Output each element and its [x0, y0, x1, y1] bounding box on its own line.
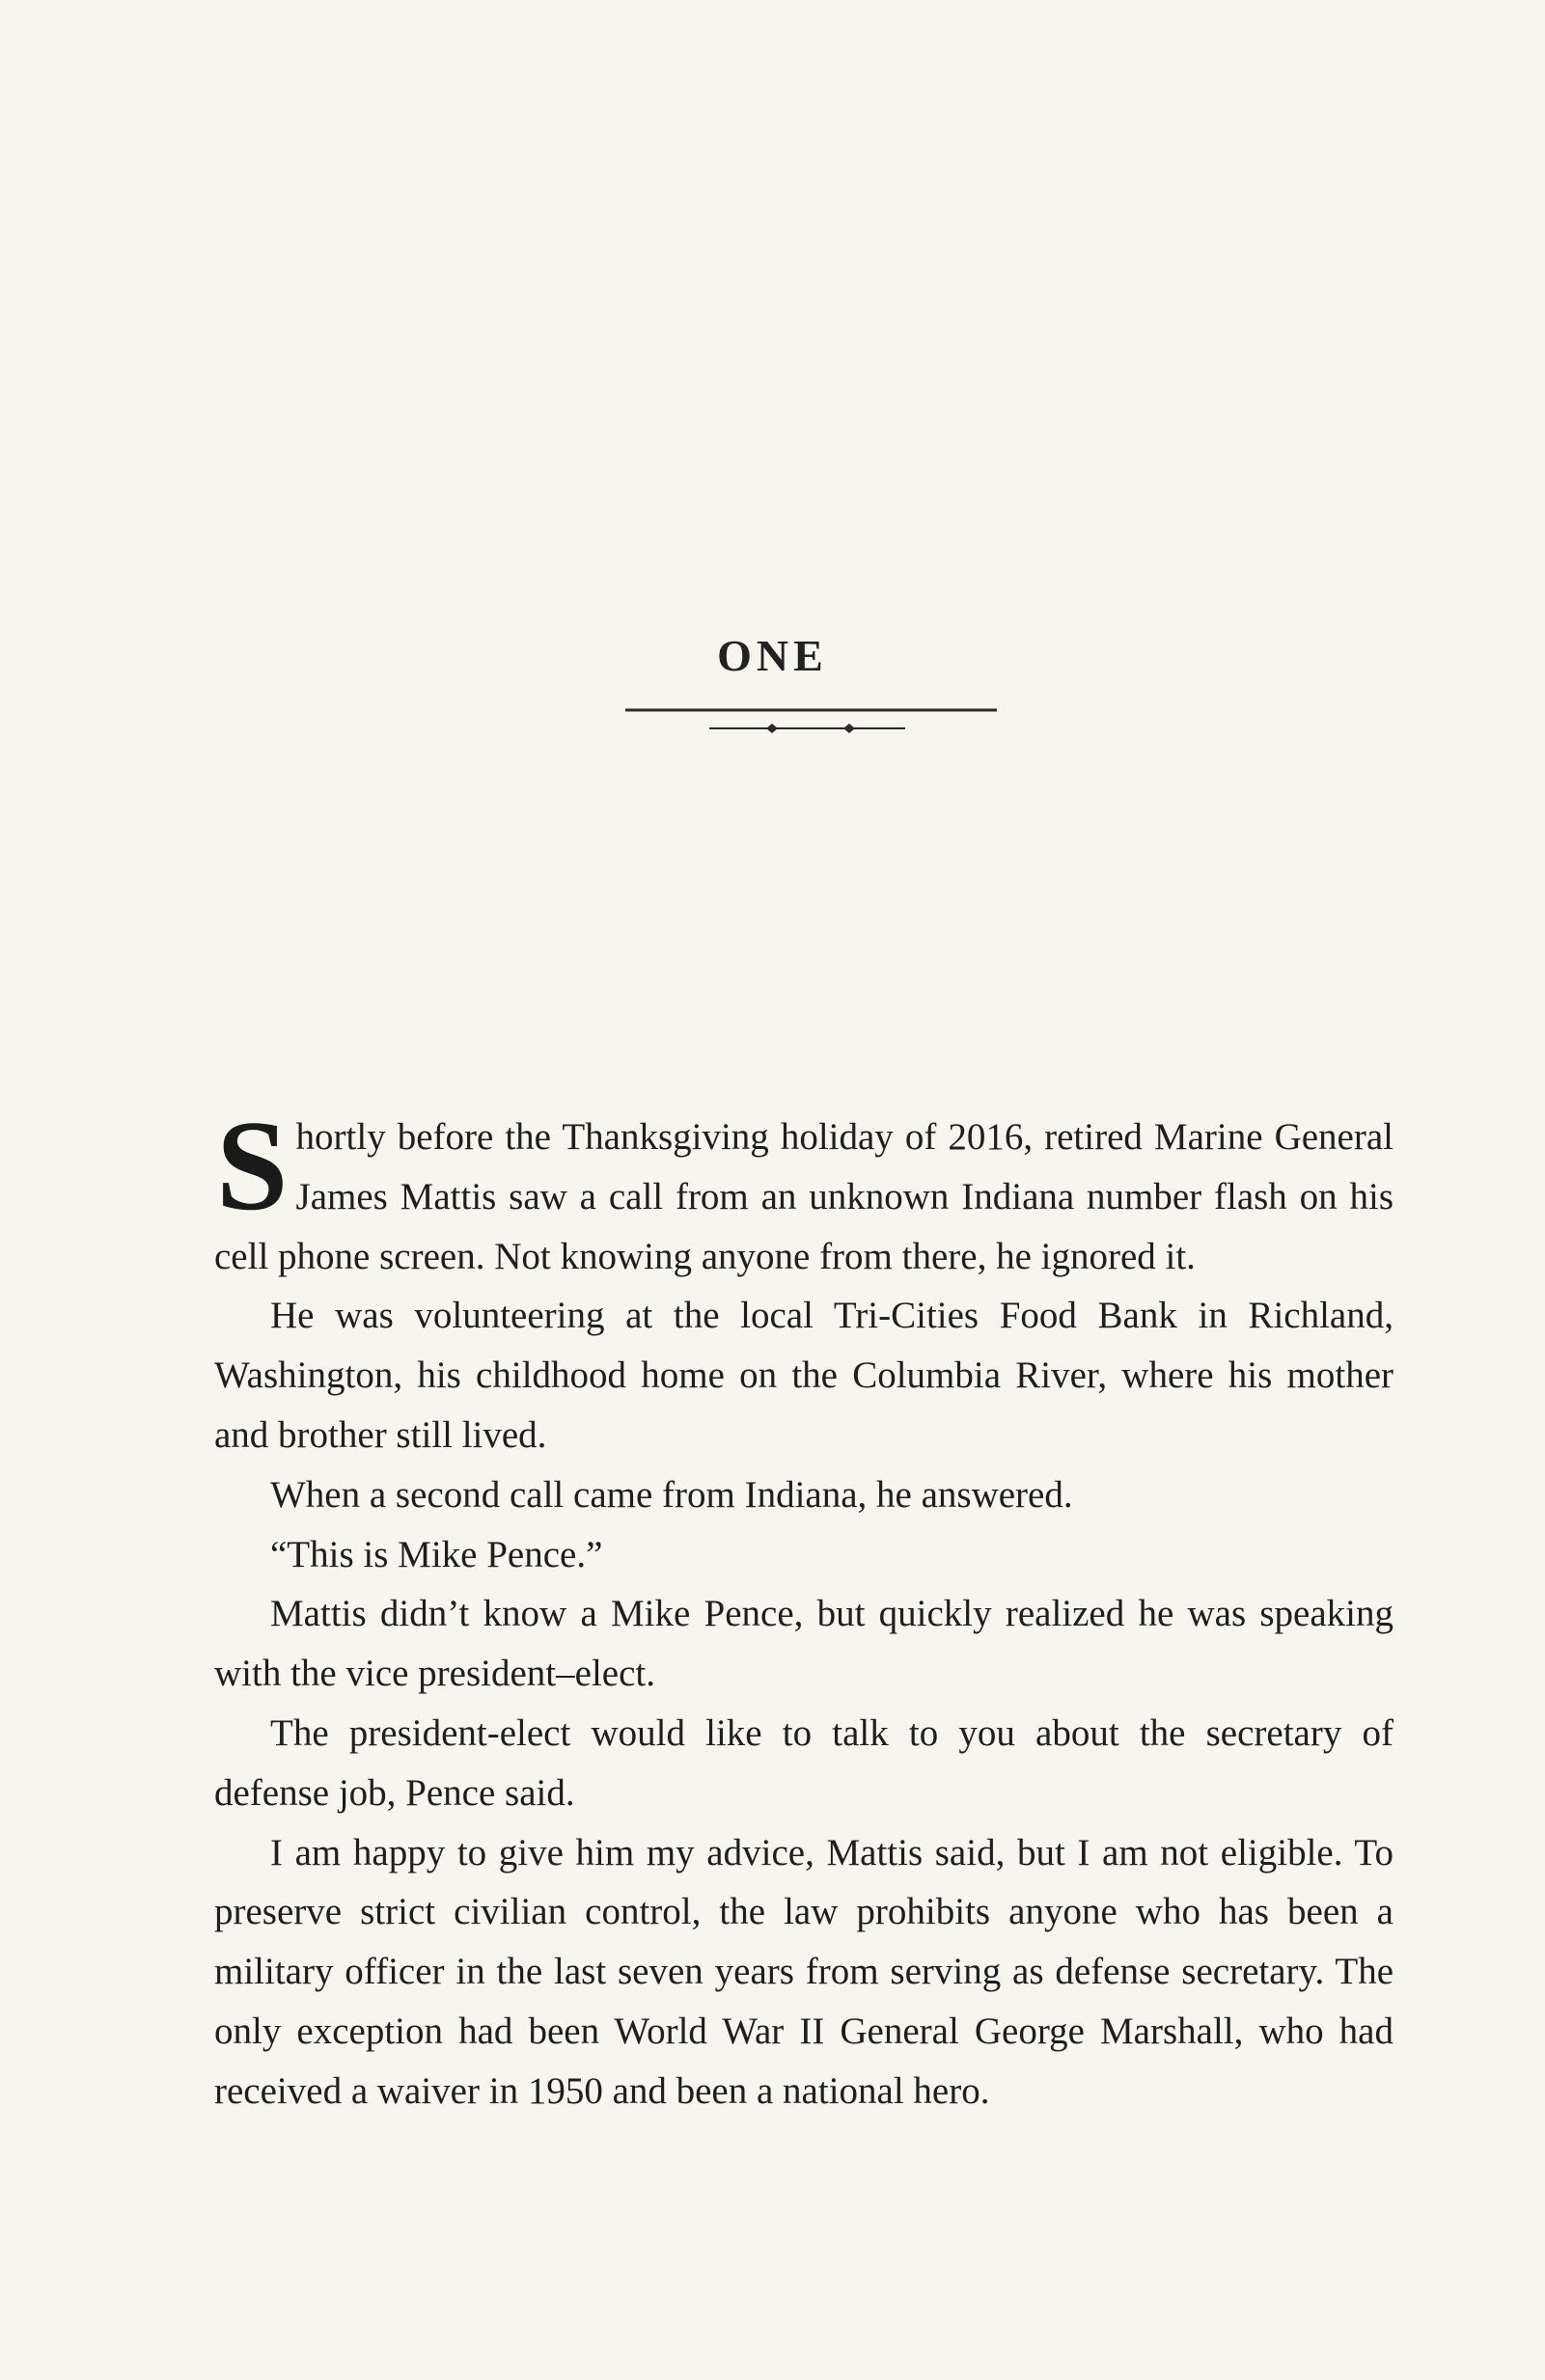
paragraph-7: I am happy to give him my advice, Mattis said, but I am not eligible. To preserve strict civilian control, the law prohibits anyone who has been a military officer in the last seven years from serving as defense secretary. The only exception had been World War II General George Marshall, who had received a waiver in 1950 and been a national hero. — [214, 1831, 1393, 2112]
paragraph-1 — [214, 1094, 1393, 1286]
paragraph-4: “This is Mike Pence.” — [270, 1533, 603, 1575]
paragraph-5: Mattis didn’t know a Mike Pence, but quickly realized he was speaking with the vice president–elect. — [214, 1593, 1393, 1695]
paragraph-6: The president-elect would like to talk to you about the secretary of defense job, Pence said. — [214, 1711, 1393, 1814]
paragraph-1-text: hortly before the Thanksgiving holiday of 2016, retired Marine General James Mattis saw a call from an unknown Indiana number flash on his cell phone screen. Not knowing anyone from there, he ignored it. — [214, 1116, 1393, 1277]
paragraph-3: When a second call came from Indiana, he answered. — [270, 1473, 1073, 1516]
drop-cap: S — [216, 1094, 289, 1237]
chapter-title: ONE — [717, 631, 828, 680]
paragraph-2: He was volunteering at the local Tri-Cities Food Bank in Richland, Washington, his childhood home on the Columbia River, where his mother and brother still lived. — [214, 1295, 1393, 1456]
chapter-body — [214, 1094, 1393, 2121]
chapter-ornament-rule — [0, 702, 1545, 751]
